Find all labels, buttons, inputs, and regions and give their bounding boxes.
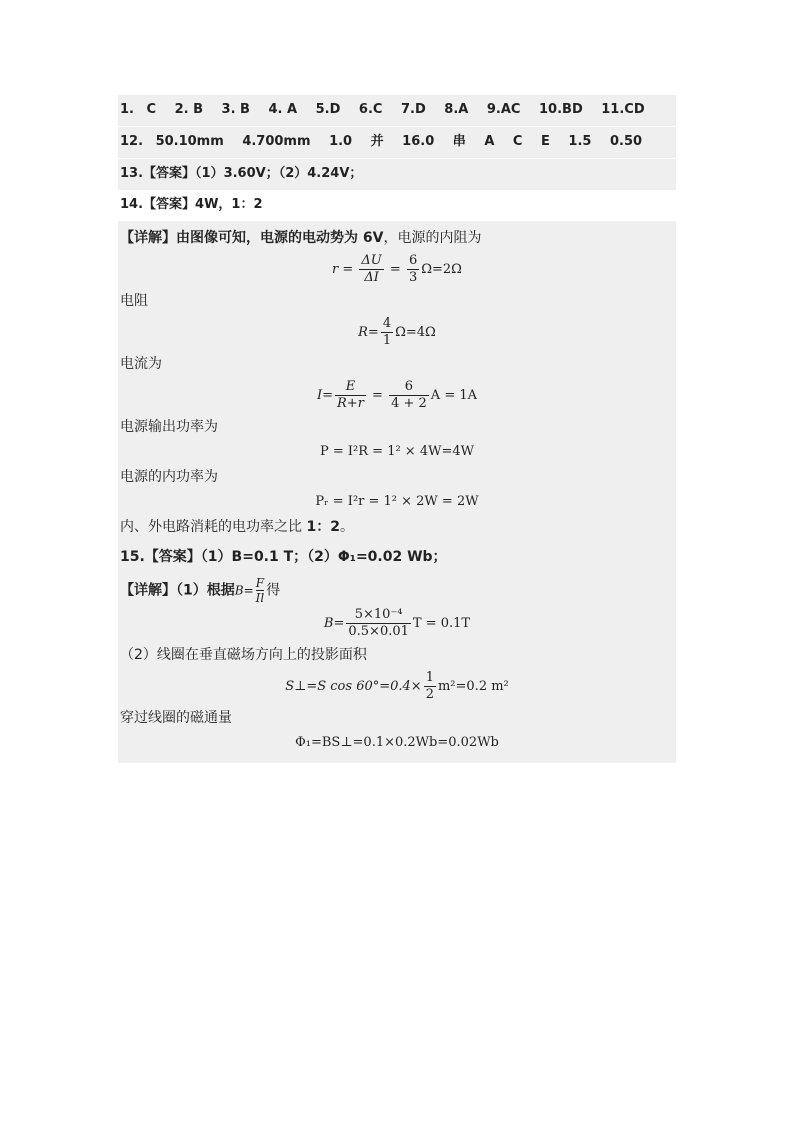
answer-item: 并: [370, 134, 384, 149]
answer-item: 8.A: [444, 102, 469, 117]
label-flux: 穿过线圈的磁通量: [120, 710, 232, 726]
formula-internal-power: Pᵣ = I²r = 1² × 2W = 2W: [315, 494, 479, 509]
q15-answer: 15.【答案】（1）B=0.1 T；（2）Φ₁=0.02 Wb；: [120, 549, 447, 565]
q14-intro: 【详解】由图像可知，电源的电动势为 6V，电源的内阻为: [120, 230, 482, 246]
formula-output-power: P = I²R = 1² × 4W=4W: [320, 444, 474, 459]
answer-item: C: [512, 134, 523, 149]
label-projection-area: （2）线圈在垂直磁场方向上的投影面积: [120, 647, 367, 663]
q14-conclusion: 内、外电路消耗的电功率之比 1：2。: [120, 519, 354, 535]
formula-internal-resistance: r = $\frac{\Delta U}{\Delta I}$ = $\frac{6}{3}$ Ω=2Ω: [332, 253, 462, 285]
answer-item: 1.0: [329, 134, 353, 149]
answer-item: 0.50: [609, 134, 643, 149]
answer-item: 串: [452, 134, 466, 149]
answer-item: 4. A: [268, 102, 298, 117]
formula-current: I= $\frac{E}{R+r}$ = $\frac{6}{4 + 2}$ A = 1A: [316, 379, 478, 411]
answer-item: 4.700mm: [242, 134, 311, 149]
formula-projection-area: S⊥=S cos 60°=0.4× $\frac{1}{2}$ m²=0.2 m²: [285, 670, 509, 702]
answer-item: A: [484, 134, 495, 149]
q15-detail-intro: 【详解】（1）根据B= $\frac{F}{Il}$ 得: [120, 576, 281, 605]
answer-item: C: [146, 102, 157, 117]
answer-item: 9.AC: [486, 102, 521, 117]
answer-sheet: [118, 95, 676, 763]
answer-item: 3. B: [221, 102, 250, 117]
label-internal-power: 电源的内功率为: [120, 469, 218, 485]
q14-detail: [118, 221, 676, 763]
label-current: 电流为: [120, 356, 162, 372]
answer-item: 2. B: [174, 102, 204, 117]
answer-item: 11.CD: [601, 102, 645, 117]
answer-item: E: [541, 134, 550, 149]
answer-number: 12.: [120, 134, 144, 149]
answers-row-1: [118, 95, 676, 126]
answer-item: 10.BD: [539, 102, 583, 117]
answer-item: 50.10mm: [155, 134, 224, 149]
answer-item: 5.D: [315, 102, 341, 117]
answer-item: 7.D: [400, 102, 426, 117]
answer-item: 1.5: [568, 134, 592, 149]
formula-resistance: R= $\frac{4}{1}$ Ω=4Ω: [358, 316, 436, 348]
answers-row-4: 14.【答案】4W，1：2: [118, 190, 676, 221]
answer-item: 16.0: [402, 134, 435, 149]
formula-flux: Φ₁=BS⊥=0.1×0.2Wb=0.02Wb: [295, 735, 499, 750]
label-output-power: 电源输出功率为: [120, 419, 218, 435]
answers-row-2: [118, 127, 676, 158]
answer-item: 6.C: [358, 102, 383, 117]
formula-magnetic-field: B= $\frac{\text{5×10⁻⁴}}{0.5\times 0.01}$ T = 0.1T: [323, 607, 471, 639]
label-resistance: 电阻: [120, 293, 148, 309]
answers-row-3: 13.【答案】（1）3.60V；（2）4.24V；: [118, 159, 676, 190]
answer-number: 1.: [120, 102, 134, 117]
